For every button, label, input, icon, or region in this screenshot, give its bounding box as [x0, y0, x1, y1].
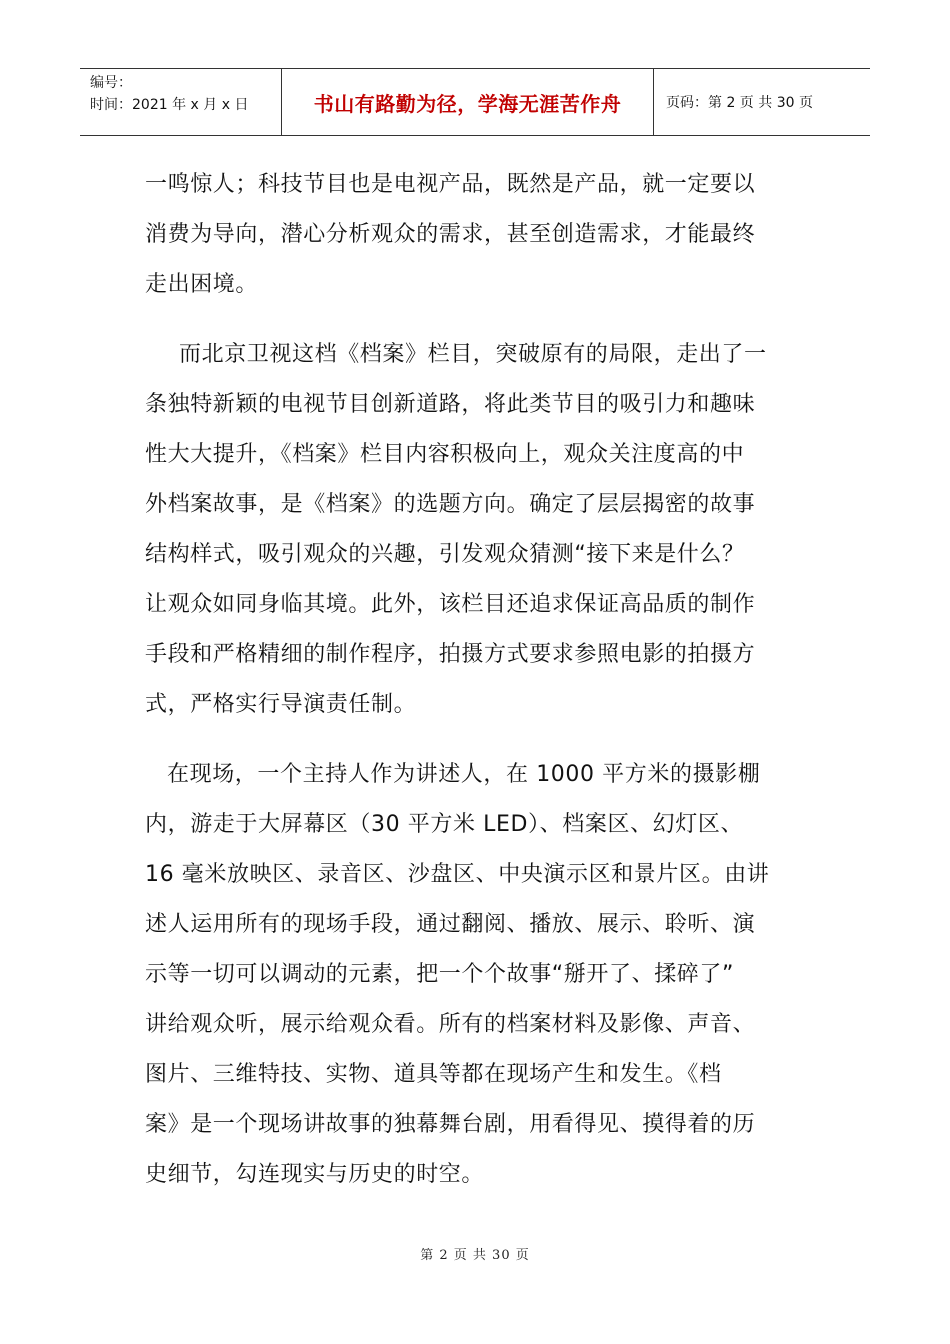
- time-label: 时间：2021 年 x 月 x 日: [90, 97, 249, 113]
- text-line: 图片、三维特技、实物、道具等都在现场产生和发生。《档: [145, 1062, 722, 1087]
- text-line: 述人运用所有的现场手段，通过翻阅、播放、展示、聆听、演: [145, 912, 756, 937]
- text-line: 而北京卫视这档《档案》栏目，突破原有的局限，走出了一: [179, 342, 767, 367]
- page-header: [80, 68, 870, 136]
- text-line: 结构样式，吸引观众的兴趣，引发观众猜测“接下来是什么？: [145, 542, 745, 567]
- text-line: 内，游走于大屏幕区（30 平方米 LED）、档案区、幻灯区、: [145, 812, 744, 837]
- paragraph-1: [145, 160, 835, 310]
- text-line: 在现场，一个主持人作为讲述人，在 1000 平方米的摄影棚: [167, 762, 761, 787]
- text-line: 16 毫米放映区、录音区、沙盘区、中央演示区和景片区。由讲: [145, 862, 770, 887]
- text-line: 让观众如同身临其境。此外，该栏目还追求保证高品质的制作: [145, 592, 756, 617]
- text-line: 一鸣惊人；科技节目也是电视产品，既然是产品，就一定要以: [145, 172, 756, 197]
- text-line: 式，严格实行导演责任制。: [145, 692, 417, 717]
- text-line: 性大大提升，《档案》栏目内容积极向上，观众关注度高的中: [145, 442, 745, 467]
- text-line: 讲给观众听，展示给观众看。所有的档案材料及影像、声音、: [145, 1012, 756, 1037]
- motto-text: 书山有路勤为径，学海无涯苦作舟: [313, 91, 622, 116]
- text-line: 外档案故事，是《档案》的选题方向。确定了层层揭密的故事: [145, 492, 756, 517]
- page-footer: [0, 1244, 950, 1263]
- text-line: 史细节，勾连现实与历史的时空。: [145, 1162, 485, 1187]
- page-info-text: 页码：第 2 页 共 30 页: [666, 95, 813, 111]
- header-page-info: [654, 69, 870, 135]
- text-line: 走出困境。: [145, 272, 259, 297]
- document-body: [145, 160, 835, 1200]
- text-line: 示等一切可以调动的元素，把一个个故事“掰开了、揉碎了”: [145, 962, 734, 987]
- text-line: 条独特新颖的电视节目创新道路，将此类节目的吸引力和趣味: [145, 392, 756, 417]
- number-label: 编号：: [90, 75, 132, 91]
- text-line: 消费为导向，潜心分析观众的需求，甚至创造需求，才能最终: [145, 222, 756, 247]
- footer-page-number: 第 2 页 共 30 页: [420, 1248, 530, 1263]
- paragraph-3: [145, 750, 835, 1200]
- text-line: 手段和严格精细的制作程序，拍摄方式要求参照电影的拍摄方: [145, 642, 756, 667]
- paragraph-2: [145, 330, 835, 730]
- header-motto-cell: [282, 69, 654, 135]
- header-meta: [80, 69, 282, 135]
- text-line: 案》是一个现场讲故事的独幕舞台剧，用看得见、摸得着的历: [145, 1112, 756, 1137]
